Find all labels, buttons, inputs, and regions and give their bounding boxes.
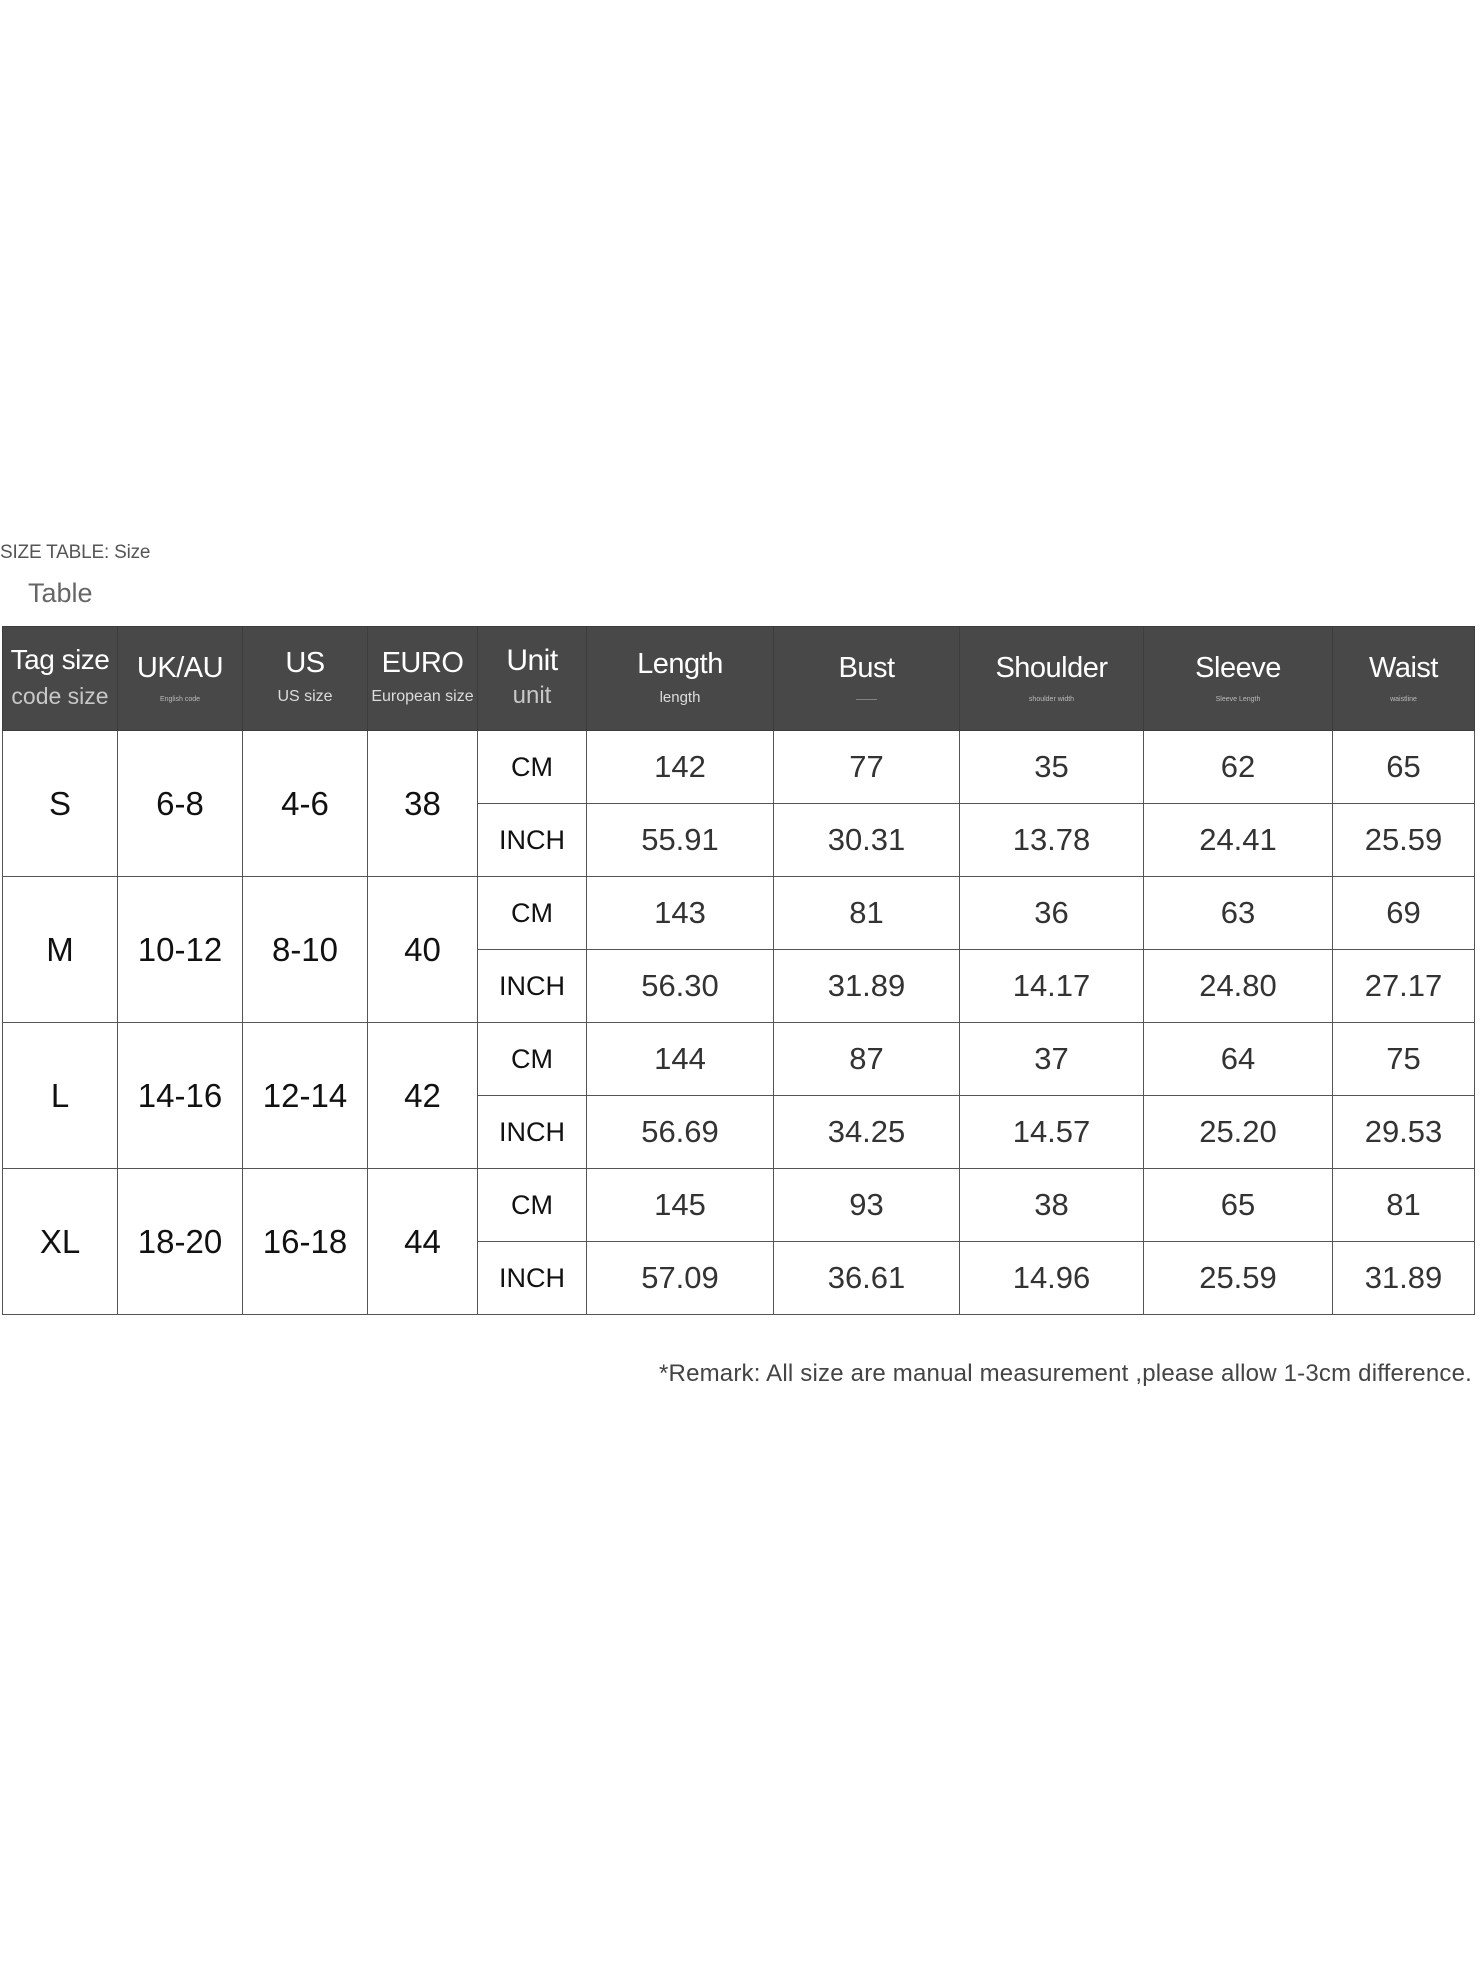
header-sleeve-sub: Sleeve Length xyxy=(1215,695,1261,703)
unit-cell: CM xyxy=(478,877,587,950)
length-cell: 145 xyxy=(587,1169,774,1242)
header-euro xyxy=(368,627,478,731)
unit-cell: CM xyxy=(478,731,587,804)
tag-size-cell: L xyxy=(3,1023,118,1169)
header-row xyxy=(3,627,1475,731)
us-cell: 16-18 xyxy=(243,1169,368,1315)
header-waist xyxy=(1333,627,1475,731)
header-us-label: US xyxy=(285,647,325,680)
euro-cell: 38 xyxy=(368,731,478,877)
waist-cell: 65 xyxy=(1333,731,1475,804)
tag-size-cell: M xyxy=(3,877,118,1023)
header-sleeve-label: Sleeve xyxy=(1195,651,1281,684)
size-table-title-continued: Table xyxy=(28,578,93,608)
header-euro-label: EURO xyxy=(381,647,464,680)
length-cell: 56.30 xyxy=(587,950,774,1023)
us-cell: 12-14 xyxy=(243,1023,368,1169)
waist-cell: 25.59 xyxy=(1333,804,1475,877)
header-shoulder-sub: shoulder width xyxy=(1028,695,1075,703)
header-unit-label: Unit xyxy=(506,644,558,678)
header-shoulder-label: Shoulder xyxy=(995,651,1108,684)
unit-cell: INCH xyxy=(478,1242,587,1315)
length-cell: 57.09 xyxy=(587,1242,774,1315)
us-cell: 4-6 xyxy=(243,731,368,877)
shoulder-cell: 14.57 xyxy=(960,1096,1144,1169)
bust-cell: 30.31 xyxy=(774,804,960,877)
shoulder-cell: 37 xyxy=(960,1023,1144,1096)
length-cell: 142 xyxy=(587,731,774,804)
shoulder-cell: 14.96 xyxy=(960,1242,1144,1315)
sleeve-cell: 25.59 xyxy=(1144,1242,1333,1315)
euro-cell: 44 xyxy=(368,1169,478,1315)
shoulder-cell: 13.78 xyxy=(960,804,1144,877)
header-waist-label: Waist xyxy=(1369,651,1438,684)
tag-size-cell: S xyxy=(3,731,118,877)
bust-cell: 93 xyxy=(774,1169,960,1242)
header-waist-sub: waistline xyxy=(1390,695,1417,703)
bust-cell: 77 xyxy=(774,731,960,804)
euro-cell: 40 xyxy=(368,877,478,1023)
header-uk-au xyxy=(118,627,243,731)
table-row-s-cm xyxy=(3,731,1475,804)
sleeve-cell: 24.41 xyxy=(1144,804,1333,877)
sleeve-cell: 65 xyxy=(1144,1169,1333,1242)
shoulder-cell: 36 xyxy=(960,877,1144,950)
size-table-title: SIZE TABLE: Size xyxy=(0,542,151,563)
header-tag-size-label: Tag size xyxy=(10,644,110,675)
header-sleeve xyxy=(1144,627,1333,731)
sleeve-cell: 62 xyxy=(1144,731,1333,804)
shoulder-cell: 14.17 xyxy=(960,950,1144,1023)
sleeve-cell: 25.20 xyxy=(1144,1096,1333,1169)
header-uk-au-sub: English code xyxy=(159,695,201,703)
bust-cell: 34.25 xyxy=(774,1096,960,1169)
tag-size-cell: XL xyxy=(3,1169,118,1315)
bust-cell: 81 xyxy=(774,877,960,950)
shoulder-cell: 35 xyxy=(960,731,1144,804)
unit-cell: CM xyxy=(478,1023,587,1096)
uk-au-cell: 18-20 xyxy=(118,1169,243,1315)
table-row-xl-cm xyxy=(3,1169,1475,1242)
sleeve-cell: 64 xyxy=(1144,1023,1333,1096)
unit-cell: CM xyxy=(478,1169,587,1242)
header-bust xyxy=(774,627,960,731)
header-us xyxy=(243,627,368,731)
header-unit-sub: unit xyxy=(512,682,552,710)
table-row-l-cm xyxy=(3,1023,1475,1096)
length-cell: 144 xyxy=(587,1023,774,1096)
size-table xyxy=(2,626,1475,1315)
uk-au-cell: 14-16 xyxy=(118,1023,243,1169)
uk-au-cell: 6-8 xyxy=(118,731,243,877)
header-length xyxy=(587,627,774,731)
header-bust-sub: ——— xyxy=(856,695,877,703)
header-length-sub: length xyxy=(659,688,701,706)
header-length-label: Length xyxy=(637,648,723,681)
length-cell: 55.91 xyxy=(587,804,774,877)
header-tag-size xyxy=(3,627,118,731)
unit-cell: INCH xyxy=(478,1096,587,1169)
table-row-m-cm xyxy=(3,877,1475,950)
header-unit xyxy=(478,627,587,731)
euro-cell: 42 xyxy=(368,1023,478,1169)
unit-cell: INCH xyxy=(478,804,587,877)
header-uk-au-label: UK/AU xyxy=(136,651,224,684)
remark-note: *Remark: All size are manual measurement ,please allow 1-3cm difference. xyxy=(659,1360,1472,1387)
bust-cell: 36.61 xyxy=(774,1242,960,1315)
header-euro-sub: European size xyxy=(371,688,474,706)
header-shoulder xyxy=(960,627,1144,731)
unit-cell: INCH xyxy=(478,950,587,1023)
waist-cell: 81 xyxy=(1333,1169,1475,1242)
header-tag-size-sub: code size xyxy=(11,682,109,709)
waist-cell: 27.17 xyxy=(1333,950,1475,1023)
sleeve-cell: 63 xyxy=(1144,877,1333,950)
header-us-sub: US size xyxy=(277,688,333,706)
bust-cell: 87 xyxy=(774,1023,960,1096)
waist-cell: 29.53 xyxy=(1333,1096,1475,1169)
shoulder-cell: 38 xyxy=(960,1169,1144,1242)
length-cell: 143 xyxy=(587,877,774,950)
sleeve-cell: 24.80 xyxy=(1144,950,1333,1023)
uk-au-cell: 10-12 xyxy=(118,877,243,1023)
waist-cell: 75 xyxy=(1333,1023,1475,1096)
bust-cell: 31.89 xyxy=(774,950,960,1023)
length-cell: 56.69 xyxy=(587,1096,774,1169)
waist-cell: 69 xyxy=(1333,877,1475,950)
header-bust-label: Bust xyxy=(838,651,895,684)
us-cell: 8-10 xyxy=(243,877,368,1023)
waist-cell: 31.89 xyxy=(1333,1242,1475,1315)
